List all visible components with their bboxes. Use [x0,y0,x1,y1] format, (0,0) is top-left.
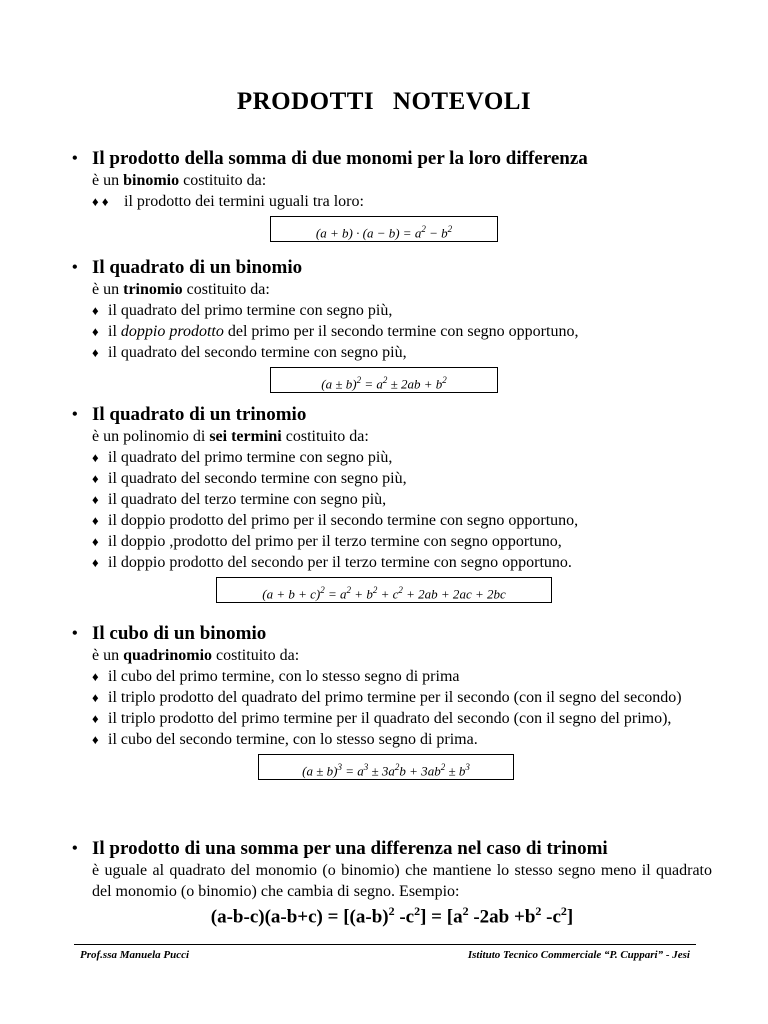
item-list [72,666,712,750]
bullet-icon: • [72,840,78,857]
list-item: ♦ il quadrato del secondo termine con segno più, [92,342,712,363]
section-sum-difference-trinomials [72,838,712,928]
list-item: ♦ il doppio prodotto del secondo per il terzo termine con segno opportuno. [92,552,712,573]
item-list [72,447,712,573]
list-item: ♦ il quadrato del primo termine con segno più, [92,447,712,468]
list-item: ♦ il triplo prodotto del quadrato del primo termine per il secondo (con il segno del secondo) [92,687,712,708]
example-formula: $(a-b-c)(a-b+c) = [(a-b)^2$ $-c^2] = [a^2$ $-2ab +b^2$ $-c^2$] [210,904,574,928]
item-list [72,300,712,363]
list-item: ♦ il cubo del secondo termine, con lo stesso segno di prima. [92,729,712,750]
list-item: ♦ ♦ il prodotto dei termini uguali tra loro: [92,191,712,212]
section-cube-binomial [72,623,712,780]
section-heading: • Il quadrato di un binomio [72,257,303,278]
list-item: ♦ il quadrato del secondo termine con segno più, [92,468,712,489]
section-square-binomial [72,257,712,393]
list-item: ♦ il quadrato del primo termine con segno più, [92,300,712,321]
section-intro: è un polinomio di sei termini costituito da: [92,428,369,445]
footer-author: Prof.ssa Manuela Pucci [80,949,190,961]
section-heading: • Il cubo di un binomio [72,623,267,644]
footer-divider [74,944,696,945]
list-item: ♦ il quadrato del terzo termine con segno più, [92,489,712,510]
bullet-icon: • [72,406,78,423]
bullet-icon: • [72,625,78,642]
section-text: è uguale al quadrato del monomio (o binomio) che mantiene lo stesso segno meno il quadrato del monomio (o binomio) che cambia di segno. Esempio: [92,862,712,900]
section-heading: • Il prodotto di una somma per una differenza nel caso di trinomi [72,838,608,859]
section-square-trinomial [72,404,712,603]
footer-school: Istituto Tecnico Commerciale “P. Cuppari” - Jesi [467,949,690,961]
formula-box: $(a \pm b)^2 = a^2 \pm 2ab + b^2$ [270,367,498,393]
item-list [72,191,712,212]
page-title: PRODOTTI NOTEVOLI [236,88,532,115]
section-product-sum-difference [72,148,712,242]
bullet-icon: • [72,259,78,276]
list-item: ♦ il doppio prodotto del primo per il secondo termine con segno opportuno, [92,510,712,531]
list-item: ♦ il doppio prodotto del primo per il secondo termine con segno opportuno, [92,321,712,342]
formula-box: $(a \pm b)^3 = a^3 \pm 3a^2b + 3ab^2 \pm b^3$ [258,754,514,780]
list-item: ♦ il triplo prodotto del primo termine per il quadrato del secondo (con il segno del primo), [92,708,712,729]
section-intro: è un binomio costituito da: [92,172,267,189]
formula-box: $(a + b + c)^2 = a^2 + b^2 + c^2 + 2ab + 2ac + 2bc$ [216,577,552,603]
section-heading: • Il quadrato di un trinomio [72,404,307,425]
formula-box: $(a + b) \cdot (a - b) = a^2 - b^2$ [270,216,498,242]
bullet-icon: • [72,150,78,167]
section-intro: è un quadrinomio costituito da: [92,647,300,664]
list-item: ♦ il doppio ,prodotto del primo per il terzo termine con segno opportuno, [92,531,712,552]
section-heading: • Il prodotto della somma di due monomi per la loro differenza [72,148,588,169]
section-intro: è un trinomio costituito da: [92,281,270,298]
list-item: ♦ il cubo del primo termine, con lo stesso segno di prima [92,666,712,687]
